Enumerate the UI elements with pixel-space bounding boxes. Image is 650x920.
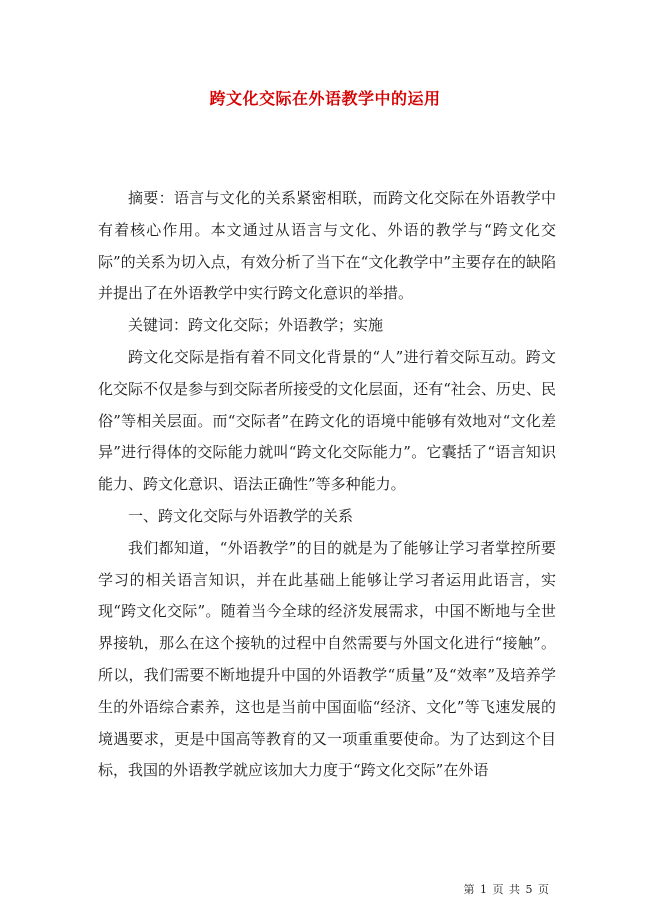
intro-paragraph: 跨文化交际是指有着不同文化背景的“人”进行着交际互动。跨文化交际不仅是参与到交际者所接受的文化层面，还有“社会、历史、民俗”等相关层面。而“交际者”在跨文化的语境中能够有效地对“文化差异”进行得体的交际能力就叫“跨文化交际能力”。它囊括了“语言知识能力、跨文化意识、语法正确性”等多种能力。 [98,347,556,494]
abstract-paragraph: 摘要：语言与文化的关系紧密相联，而跨文化交际在外语教学中有着核心作用。本文通过从语言与文化、外语的教学与“跨文化交际”的关系为切入点，有效分析了当下在“文化教学中”主要存在的缺陷并提出了在外语教学中实行跨文化意识的举措。 [98,189,557,303]
section-heading: 一、跨文化交际与外语教学的关系 [128,506,354,525]
document-body [98,183,556,787]
section-paragraph: 我们都知道，“外语教学”的目的就是为了能够让学习者掌控所要学习的相关语言知识，并在此基础上能够让学习者运用此语言，实现“跨文化交际”。随着当今全球的经济发展需求，中国不断地与全世界接轨，那么在这个接轨的过程中自然需要与外国文化进行“接触”。所以，我们需要不断地提升中国的外语教学“质量”及“效率”及培养学生的外语综合素养，这也是当前中国面临“经济、文化”等飞速发展的境遇要求，更是中国高等教育的又一项重重要使命。为了达到这个目标，我国的外语教学就应该加大力度于“跨文化交际”在外语 [98,538,556,780]
page-number-footer: 第 1 页 共 5 页 [463,883,550,896]
keywords-paragraph: 关键词：跨文化交际；外语教学；实施 [128,316,384,335]
document-title: 跨文化交际在外语教学中的运用 [209,89,441,108]
